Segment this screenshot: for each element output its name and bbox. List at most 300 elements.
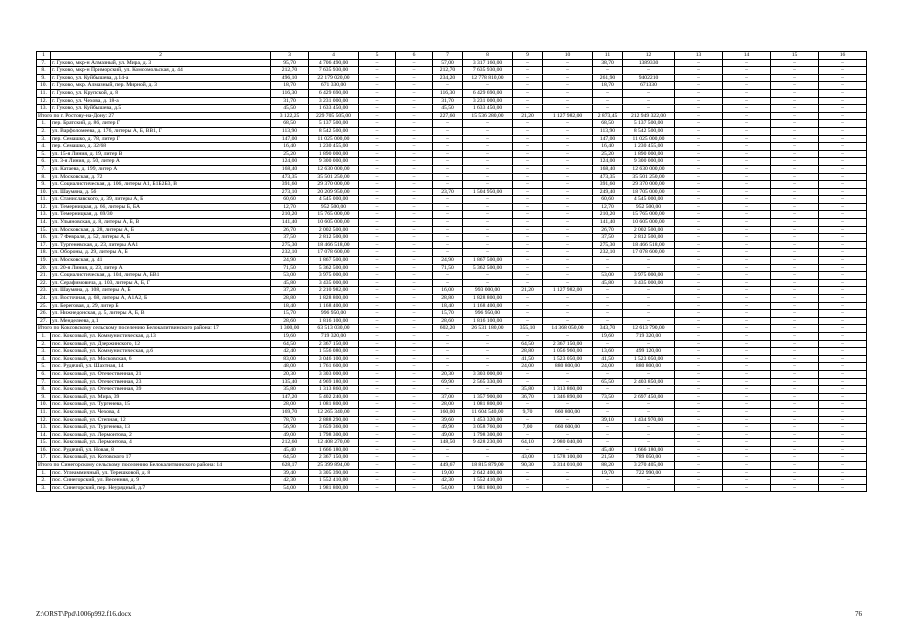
value-cell: – [396,257,433,265]
value-cell: – [819,424,867,432]
value-cell: 25 399 894,00 [309,462,359,470]
value-cell: – [771,462,819,470]
value-cell: 1 300,00 [271,325,309,333]
table-row [37,363,867,371]
value-cell: – [771,112,819,120]
value-cell: – [396,439,433,447]
table-row [37,378,867,386]
value-cell: – [543,416,593,424]
value-cell: – [723,317,771,325]
value-cell: 5 137 500,00 [309,120,359,128]
value-cell: – [771,264,819,272]
value-cell: 1 453 320,00 [463,416,513,424]
table-row [37,279,867,287]
value-cell: – [593,89,623,97]
table-row [37,424,867,432]
value-cell: – [623,408,675,416]
value-cell: – [463,173,513,181]
value-cell: 20,30 [433,370,463,378]
value-cell: – [359,340,396,348]
value-cell: – [675,484,723,492]
value-cell: – [463,150,513,158]
value-cell: – [723,416,771,424]
table-row [37,317,867,325]
value-cell: – [623,67,675,75]
value-cell: – [359,370,396,378]
value-cell: – [723,439,771,447]
table-row [37,241,867,249]
value-cell: 1 552 410,00 [463,477,513,485]
value-cell: 1 798 300,00 [309,431,359,439]
address-cell: пер. Братский, д. 86, литер Г [51,120,271,128]
value-cell: – [723,97,771,105]
value-cell: – [543,332,593,340]
value-cell: – [543,74,593,82]
value-cell: – [723,355,771,363]
table-row [37,158,867,166]
address-cell: ул. Менделеева, д.1 [51,317,271,325]
value-cell: 124,00 [593,158,623,166]
row-number-cell: 10. [37,188,51,196]
table-row [37,370,867,378]
value-cell: – [396,431,433,439]
value-cell: 12 265 340,00 [309,408,359,416]
value-cell: – [359,401,396,409]
value-cell: 14 368 050,00 [543,325,593,333]
value-cell: 60,60 [271,196,309,204]
value-cell: – [819,310,867,318]
value-cell: – [771,165,819,173]
table-row [37,234,867,242]
value-cell: – [675,378,723,386]
address-cell: ул. Обороны, д. 29, литеры А, Б [51,249,271,257]
value-cell: 1 313 860,00 [309,386,359,394]
row-number-cell: 11. [37,89,51,97]
total-label-cell: Итого по Синегорскому сельскому поселению Белокалитвинского района: 14 [37,462,271,470]
value-cell: – [396,401,433,409]
value-cell: 41,50 [593,355,623,363]
value-cell: – [396,454,433,462]
address-cell: ул. Варфоломеева, д. 176, литеры А, Б, ВВ1, Г [51,127,271,135]
value-cell: 9 300 000,00 [309,158,359,166]
value-cell: – [623,477,675,485]
address-cell: г. Гуково, ул. Чехова, д. 18-а [51,97,271,105]
value-cell: 9 428 230,00 [463,439,513,447]
value-cell: – [819,89,867,97]
value-cell: – [675,196,723,204]
row-number-cell: 15. [37,226,51,234]
address-cell: пос. Рудячий, ул. Новая, 8 [51,446,271,454]
value-cell: – [723,370,771,378]
value-cell: 4 969 180,00 [309,378,359,386]
value-cell: – [513,196,543,204]
header-row [37,52,867,60]
value-cell: – [463,211,513,219]
row-number-cell: 25. [37,302,51,310]
value-cell: – [543,158,593,166]
value-cell: – [463,355,513,363]
value-cell: – [396,462,433,470]
value-cell: – [359,135,396,143]
value-cell: – [819,287,867,295]
address-cell: пер. Семашко, д. 32/68 [51,143,271,151]
value-cell: – [819,484,867,492]
value-cell: – [771,226,819,234]
value-cell: – [675,226,723,234]
value-cell: – [723,188,771,196]
value-cell: – [396,188,433,196]
value-cell: 9 300 000,00 [623,158,675,166]
value-cell: – [819,332,867,340]
table-row [37,120,867,128]
value-cell: 10 605 000,00 [623,219,675,227]
value-cell: 227,60 [433,112,463,120]
value-cell: 147,00 [271,135,309,143]
column-number-cell: 11 [593,52,623,60]
table-row [37,74,867,82]
value-cell: 3 270 405,00 [623,462,675,470]
row-number-cell: 23. [37,287,51,295]
value-cell: – [771,135,819,143]
value-cell: – [396,363,433,371]
value-cell: 20 209 950,00 [309,188,359,196]
value-cell: – [513,302,543,310]
value-cell: 49,90 [433,424,463,432]
value-cell: 3 058 760,00 [463,424,513,432]
value-cell: – [513,416,543,424]
value-cell: – [513,74,543,82]
value-cell: 11 025 000,00 [623,135,675,143]
value-cell: – [819,211,867,219]
row-number-cell: 15. [37,439,51,447]
value-cell: 24,90 [433,257,463,265]
value-cell: – [543,120,593,128]
table-row [37,257,867,265]
value-cell: – [819,143,867,151]
value-cell: – [623,386,675,394]
value-cell: 12,70 [271,203,309,211]
column-number-cell: 15 [771,52,819,60]
total-label-cell: Итого по Коксовскому сельскому поселению Белокалитвинского района: 17 [37,325,271,333]
value-cell: – [819,363,867,371]
value-cell: – [513,234,543,242]
row-number-cell: 19. [37,257,51,265]
value-cell: 18,40 [271,302,309,310]
table-row [37,401,867,409]
row-number-cell: 1. [37,469,51,477]
value-cell: 1 981 800,00 [309,484,359,492]
value-cell: – [593,370,623,378]
address-cell: ул. Береговая, д. 29, литер Б [51,302,271,310]
table-row [37,226,867,234]
value-cell: – [396,355,433,363]
value-cell: – [433,181,463,189]
value-cell: 39,60 [433,416,463,424]
address-cell: пос. Коксовый, ул. Отечественная, 39 [51,386,271,394]
value-cell: – [819,219,867,227]
row-number-cell: 9. [37,181,51,189]
value-cell: – [433,332,463,340]
value-cell: – [513,279,543,287]
value-cell: 116,30 [433,89,463,97]
value-cell: 12 778 810,00 [463,74,513,82]
value-cell: – [675,462,723,470]
value-cell: – [513,241,543,249]
row-number-cell: 6. [37,158,51,166]
value-cell: – [396,317,433,325]
value-cell: – [723,165,771,173]
value-cell: 31,70 [433,97,463,105]
value-cell: 43,00 [513,454,543,462]
value-cell: 169,70 [271,408,309,416]
value-cell: – [819,272,867,280]
value-cell: 1 434 970,00 [623,416,675,424]
value-cell: 147,20 [271,393,309,401]
value-cell: 68,50 [593,120,623,128]
value-cell: – [723,143,771,151]
value-cell: – [723,82,771,90]
value-cell: 26,70 [593,226,623,234]
value-cell: – [675,59,723,67]
value-cell: – [513,484,543,492]
value-cell: 39,40 [271,469,309,477]
row-number-cell: 14. [37,219,51,227]
value-cell: – [675,74,723,82]
value-cell: – [543,97,593,105]
value-cell: 54,00 [433,484,463,492]
value-cell: – [675,310,723,318]
value-cell: 71,50 [271,264,309,272]
value-cell: – [359,59,396,67]
value-cell: – [513,203,543,211]
value-cell: – [723,446,771,454]
value-cell: – [543,446,593,454]
value-cell: – [543,165,593,173]
value-cell: – [396,302,433,310]
value-cell: 49,00 [433,431,463,439]
value-cell: – [396,424,433,432]
value-cell: – [675,241,723,249]
value-cell: – [771,188,819,196]
value-cell: – [623,264,675,272]
value-cell: – [359,462,396,470]
value-cell: – [771,439,819,447]
value-cell: 6 429 690,00 [309,89,359,97]
value-cell: – [543,89,593,97]
address-cell: пос. Рудячий, ул. Шахтная, 14 [51,363,271,371]
value-cell: – [396,120,433,128]
value-cell: – [723,211,771,219]
value-cell: – [513,188,543,196]
value-cell: – [771,386,819,394]
value-cell: – [593,401,623,409]
value-cell: – [513,105,543,113]
value-cell: – [723,234,771,242]
value-cell: – [463,446,513,454]
value-cell: 17 078 600,00 [309,249,359,257]
value-cell: – [513,150,543,158]
value-cell: 49,00 [271,431,309,439]
value-cell: – [433,211,463,219]
value-cell: – [543,264,593,272]
address-cell: ул. Шаумяна, д. 56 [51,188,271,196]
value-cell: 135,40 [271,378,309,386]
value-cell: – [433,203,463,211]
value-cell: 1 556 080,00 [309,348,359,356]
value-cell: – [771,74,819,82]
row-number-cell: 3. [37,484,51,492]
value-cell: – [396,310,433,318]
value-cell: – [359,446,396,454]
value-cell: – [723,363,771,371]
value-cell: 13,60 [593,348,623,356]
row-number-cell: 20. [37,264,51,272]
value-cell: – [771,416,819,424]
value-cell: – [723,401,771,409]
value-cell: – [543,241,593,249]
value-cell: 24,90 [271,257,309,265]
value-cell: 4 545 000,00 [623,196,675,204]
value-cell: 1 890 000,00 [623,150,675,158]
value-cell: – [433,340,463,348]
value-cell: – [819,82,867,90]
value-cell: – [675,370,723,378]
value-cell: – [396,105,433,113]
value-cell: – [771,272,819,280]
value-cell: – [359,439,396,447]
value-cell: – [359,181,396,189]
value-cell: – [513,158,543,166]
value-cell: – [623,97,675,105]
value-cell: – [543,484,593,492]
value-cell: 996 950,00 [309,310,359,318]
row-number-cell: 3. [37,348,51,356]
value-cell: 12,70 [593,203,623,211]
address-cell: ул. Темерницкая, д. 69/30 [51,211,271,219]
value-cell: – [396,82,433,90]
value-cell: – [359,120,396,128]
value-cell: – [675,446,723,454]
value-cell: 53,00 [271,272,309,280]
value-cell: – [359,196,396,204]
value-cell: 83,00 [271,355,309,363]
value-cell: 42,30 [433,477,463,485]
address-cell: ул. Тургеневская, д. 23, литеры АА1 [51,241,271,249]
value-cell: 671330 [623,82,675,90]
value-cell: – [463,143,513,151]
value-cell: 449,67 [433,462,463,470]
value-cell: – [771,67,819,75]
value-cell: – [819,355,867,363]
value-cell: – [723,484,771,492]
value-cell: – [723,348,771,356]
value-cell: – [819,477,867,485]
value-cell: 37,00 [433,393,463,401]
value-cell: 28,80 [433,295,463,303]
column-number-cell: 8 [463,52,513,60]
value-cell: 4 545 000,00 [309,196,359,204]
value-cell: – [819,325,867,333]
column-number-cell: 2 [51,52,271,60]
value-cell: 1 666 180,00 [623,446,675,454]
row-number-cell: 13. [37,211,51,219]
value-cell: – [819,416,867,424]
value-cell: – [593,287,623,295]
value-cell: – [723,469,771,477]
table-row [37,249,867,257]
value-cell: 53,00 [593,272,623,280]
value-cell: – [771,317,819,325]
value-cell: 1389330 [623,59,675,67]
value-cell: – [819,67,867,75]
value-cell: – [359,295,396,303]
value-cell: 25,20 [593,150,623,158]
value-cell: – [463,203,513,211]
value-cell: – [675,150,723,158]
value-cell: 1 230 455,00 [623,143,675,151]
value-cell: – [396,325,433,333]
table-row [37,310,867,318]
value-cell: – [359,279,396,287]
value-cell: – [771,105,819,113]
value-cell: – [593,302,623,310]
value-cell: – [771,89,819,97]
value-cell: – [623,89,675,97]
value-cell: – [819,340,867,348]
value-cell: 275,30 [593,241,623,249]
value-cell: – [771,408,819,416]
value-cell: – [723,249,771,257]
value-cell: – [723,272,771,280]
table-row [37,67,867,75]
value-cell: 719 320,00 [623,332,675,340]
value-cell: 6 429 690,00 [463,89,513,97]
value-cell: 210,20 [593,211,623,219]
value-cell: 628,17 [271,462,309,470]
value-cell: – [359,97,396,105]
value-cell: 23,70 [433,188,463,196]
value-cell: – [675,219,723,227]
value-cell: 5 362 500,00 [309,264,359,272]
value-cell: – [513,82,543,90]
value-cell: – [819,74,867,82]
value-cell: – [723,203,771,211]
value-cell: – [771,348,819,356]
value-cell: 275,30 [271,241,309,249]
value-cell: – [771,203,819,211]
value-cell: – [723,310,771,318]
value-cell: – [593,295,623,303]
value-cell: 10 605 000,00 [309,219,359,227]
table-row [37,348,867,356]
value-cell: – [359,484,396,492]
value-cell: – [723,302,771,310]
value-cell: 3 659 360,00 [309,424,359,432]
value-cell: 391,60 [271,181,309,189]
value-cell: 499 120,00 [623,348,675,356]
value-cell: – [771,295,819,303]
value-cell: 1 168 400,00 [463,302,513,310]
value-cell: – [771,97,819,105]
value-cell: – [675,469,723,477]
value-cell: – [771,241,819,249]
value-cell: 26 531 180,00 [463,325,513,333]
row-number-cell: 1. [37,120,51,128]
value-cell: – [771,279,819,287]
value-cell: – [675,332,723,340]
address-cell: г. Гуково, ул. Куйбышева, д.14-а [51,74,271,82]
row-number-cell: 10. [37,82,51,90]
